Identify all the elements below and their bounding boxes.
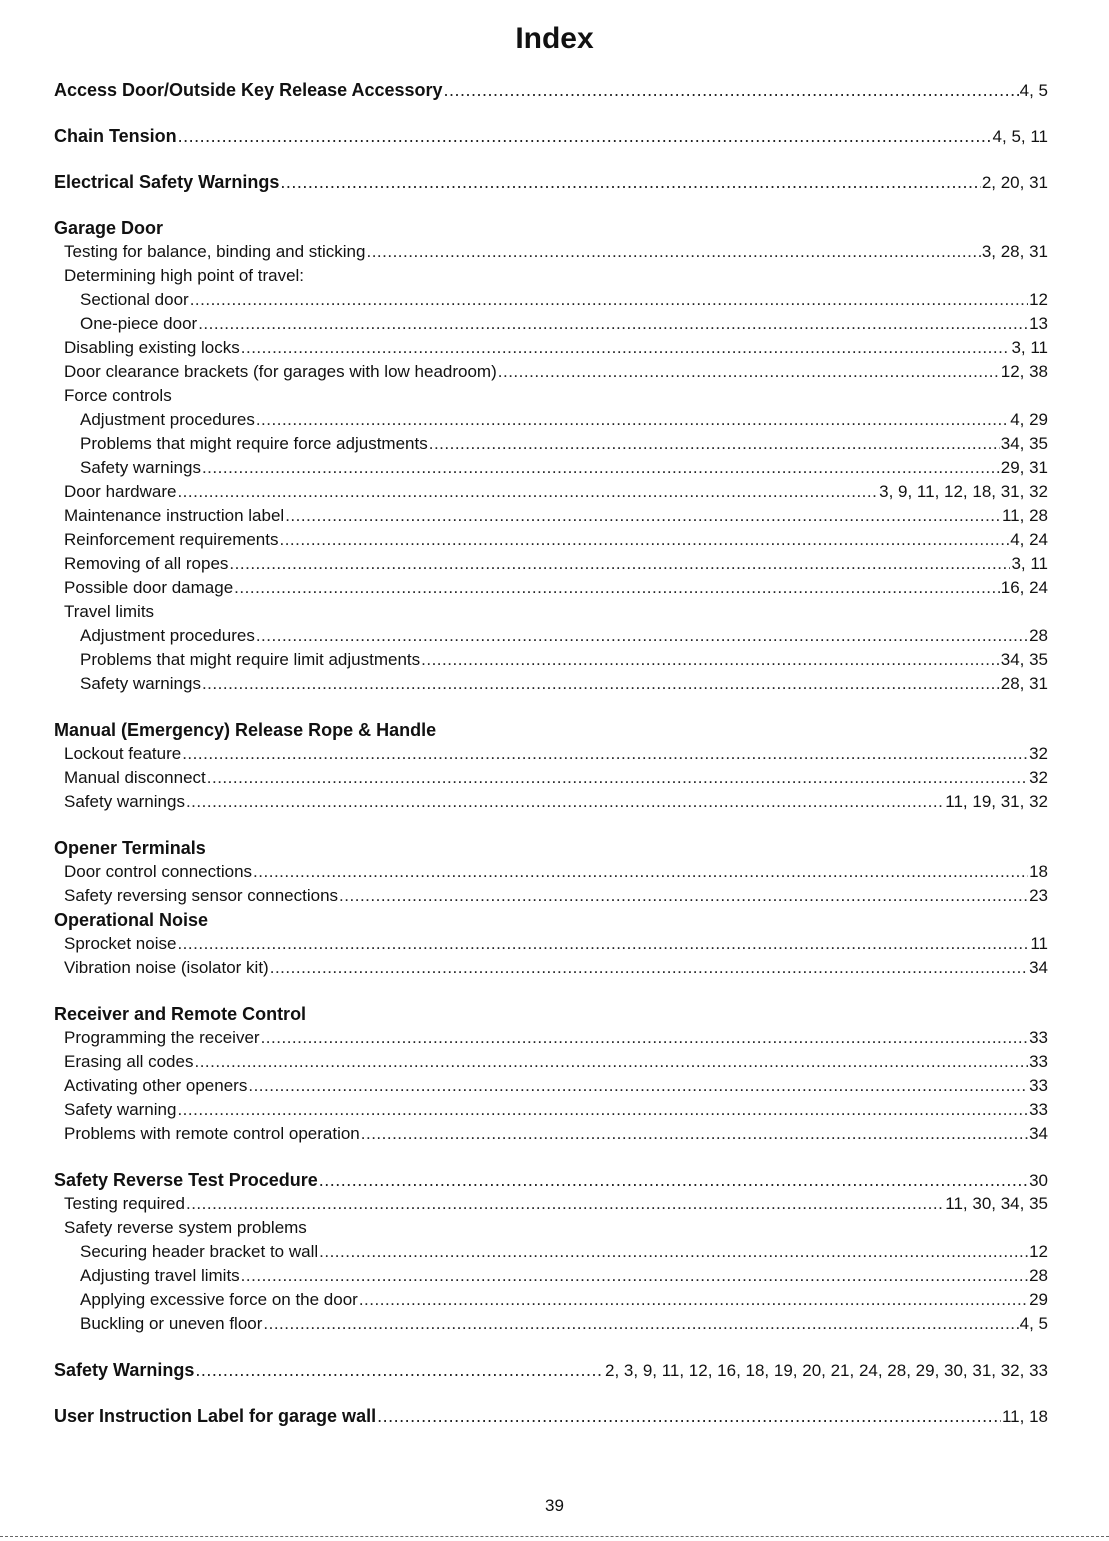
- dot-leader: [177, 1098, 1028, 1122]
- dot-leader: [498, 360, 1000, 384]
- index-entry: [54, 336, 1048, 360]
- entry-label: Problems that might require limit adjustments: [80, 650, 421, 669]
- index-entry: [54, 384, 1048, 408]
- entry-pages: 12: [1029, 1242, 1048, 1261]
- index-heading: [54, 836, 1048, 860]
- entry-label: Determining high point of travel:: [64, 266, 305, 285]
- entry-pages: 11, 18: [1001, 1407, 1048, 1426]
- bottom-rule: [0, 1536, 1109, 1537]
- entry-pages: 34, 35: [1000, 434, 1048, 453]
- dot-leader: [319, 1168, 1028, 1192]
- entry-label: Access Door/Outside Key Release Accessory: [54, 80, 443, 100]
- entry-pages: 33: [1029, 1100, 1048, 1119]
- entry-pages: 4, 5, 11: [992, 127, 1048, 146]
- entry-pages: 4, 24: [1010, 530, 1048, 549]
- entry-label: Manual disconnect: [64, 768, 206, 787]
- index-heading: [54, 170, 1048, 194]
- index-entry: [54, 1312, 1048, 1336]
- index-entry: [54, 408, 1048, 432]
- entry-label: Manual (Emergency) Release Rope & Handle: [54, 720, 437, 740]
- index-entry: [54, 552, 1048, 576]
- index-entry: [54, 1288, 1048, 1312]
- entry-label: Door control connections: [64, 862, 253, 881]
- index-heading: [54, 1404, 1048, 1428]
- dot-leader: [207, 766, 1028, 790]
- dot-leader: [186, 790, 944, 814]
- index-heading: [54, 1358, 1048, 1382]
- index-heading: [54, 216, 1048, 240]
- index-entry: [54, 1074, 1048, 1098]
- index-heading: [54, 1002, 1048, 1026]
- entry-label: Safety Warnings: [54, 1360, 195, 1380]
- dot-leader: [256, 408, 1009, 432]
- entry-label: Lockout feature: [64, 744, 182, 763]
- index-entry: [54, 240, 1048, 264]
- dot-leader: [253, 860, 1028, 884]
- dot-leader: [359, 1288, 1028, 1312]
- page-title: Index: [515, 22, 594, 55]
- entry-label: Activating other openers: [64, 1076, 248, 1095]
- dot-leader: [280, 170, 980, 194]
- dot-leader: [234, 576, 1000, 600]
- entry-pages: 3, 11: [1011, 554, 1048, 573]
- entry-pages: 29, 31: [1000, 458, 1048, 477]
- entry-label: Disabling existing locks: [64, 338, 240, 357]
- index-entry: [54, 766, 1048, 790]
- entry-pages: 12, 38: [1000, 362, 1048, 381]
- index-entry: [54, 648, 1048, 672]
- entry-pages: 2, 20, 31: [981, 173, 1048, 192]
- entry-label: Receiver and Remote Control: [54, 1004, 307, 1024]
- dot-leader: [279, 528, 1009, 552]
- index-entry: [54, 1240, 1048, 1264]
- entry-pages: 11: [1030, 934, 1048, 953]
- entry-label: Garage Door: [54, 218, 164, 238]
- entry-pages: 32: [1029, 744, 1048, 763]
- index-entry: [54, 264, 1048, 288]
- entry-pages: 3, 28, 31: [981, 242, 1048, 261]
- index-entry: [54, 312, 1048, 336]
- entry-label: Operational Noise: [54, 910, 209, 930]
- index-entry: [54, 884, 1048, 908]
- entry-label: Safety reversing sensor connections: [64, 886, 339, 905]
- entry-label: Problems with remote control operation: [64, 1124, 360, 1143]
- entry-label: Chain Tension: [54, 126, 177, 146]
- entry-label: Maintenance instruction label: [64, 506, 285, 525]
- index-entry: [54, 504, 1048, 528]
- entry-label: Force controls: [64, 386, 172, 405]
- entry-pages: 18: [1029, 862, 1048, 881]
- entry-pages: 12: [1029, 290, 1048, 309]
- index-entry: [54, 1264, 1048, 1288]
- entry-label: Erasing all codes: [64, 1052, 194, 1071]
- entry-label: Travel limits: [64, 602, 155, 621]
- index-entry: [54, 956, 1048, 980]
- index-entry: [54, 456, 1048, 480]
- dot-leader: [377, 1404, 1001, 1428]
- entry-label: Sprocket noise: [64, 934, 177, 953]
- index-entry: [54, 790, 1048, 814]
- entry-label: Programming the receiver: [64, 1028, 260, 1047]
- entry-pages: 3, 11: [1011, 338, 1048, 357]
- index-entry: [54, 1216, 1048, 1240]
- index-entries: [54, 78, 1048, 1428]
- entry-label: Testing for balance, binding and sticking: [64, 242, 366, 261]
- dot-leader: [202, 456, 1000, 480]
- index-heading: [54, 124, 1048, 148]
- dot-leader: [421, 648, 1000, 672]
- index-entry: [54, 1192, 1048, 1216]
- dot-leader: [270, 956, 1028, 980]
- entry-label: Door clearance brackets (for garages with low headroom): [64, 362, 497, 381]
- dot-leader: [248, 1074, 1028, 1098]
- entry-label: Reinforcement requirements: [64, 530, 279, 549]
- dot-leader: [241, 336, 1011, 360]
- entry-label: Safety warning: [64, 1100, 177, 1119]
- entry-pages: 34: [1029, 1124, 1048, 1143]
- dot-leader: [366, 240, 980, 264]
- dot-leader: [194, 1050, 1028, 1074]
- index-entry: [54, 288, 1048, 312]
- index-entry: [54, 1098, 1048, 1122]
- entry-pages: 23: [1029, 886, 1048, 905]
- index-entry: [54, 1026, 1048, 1050]
- index-entry: [54, 1050, 1048, 1074]
- entry-label: Electrical Safety Warnings: [54, 172, 280, 192]
- dot-leader: [229, 552, 1010, 576]
- index-entry: [54, 860, 1048, 884]
- entry-label: Safety warnings: [80, 458, 201, 477]
- entry-pages: 13: [1029, 314, 1048, 333]
- dot-leader: [178, 124, 992, 148]
- dot-leader: [263, 1312, 1018, 1336]
- dot-leader: [177, 480, 878, 504]
- entry-label: Adjustment procedures: [80, 626, 255, 645]
- dot-leader: [339, 884, 1028, 908]
- entry-pages: 32: [1029, 768, 1048, 787]
- entry-label: Safety Reverse Test Procedure: [54, 1170, 318, 1190]
- entry-label: Applying excessive force on the door: [80, 1290, 358, 1309]
- dot-leader: [256, 624, 1028, 648]
- dot-leader: [198, 312, 1028, 336]
- entry-label: Safety reverse system problems: [64, 1218, 307, 1237]
- entry-pages: 2, 3, 9, 11, 12, 16, 18, 19, 20, 21, 24, 28, 29, 30, 31, 32, 33: [605, 1361, 1048, 1380]
- entry-pages: 3, 9, 11, 12, 18, 31, 32: [879, 482, 1048, 501]
- index-entry: [54, 932, 1048, 956]
- index-entry: [54, 672, 1048, 696]
- entry-label: Door hardware: [64, 482, 177, 501]
- dot-leader: [195, 1358, 604, 1382]
- entry-label: Removing of all ropes: [64, 554, 229, 573]
- dot-leader: [285, 504, 1001, 528]
- entry-pages: 28: [1029, 626, 1048, 645]
- entry-pages: 4, 29: [1010, 410, 1048, 429]
- index-heading: [54, 718, 1048, 742]
- dot-leader: [190, 288, 1028, 312]
- index-entry: [54, 1122, 1048, 1146]
- dot-leader: [444, 78, 1019, 102]
- dot-leader: [261, 1026, 1029, 1050]
- entry-pages: 11, 19, 31, 32: [945, 792, 1048, 811]
- dot-leader: [182, 742, 1028, 766]
- index-entry: [54, 480, 1048, 504]
- entry-label: Problems that might require force adjustments: [80, 434, 428, 453]
- dot-leader: [177, 932, 1029, 956]
- dot-leader: [361, 1122, 1028, 1146]
- entry-pages: 33: [1029, 1052, 1048, 1071]
- index-entry: [54, 432, 1048, 456]
- dot-leader: [202, 672, 1000, 696]
- dot-leader: [186, 1192, 944, 1216]
- dot-leader: [429, 432, 1000, 456]
- entry-pages: 34: [1029, 958, 1048, 977]
- index-entry: [54, 576, 1048, 600]
- entry-label: Buckling or uneven floor: [80, 1314, 263, 1333]
- entry-pages: 4, 5: [1019, 1314, 1048, 1333]
- entry-pages: 4, 5: [1019, 81, 1048, 100]
- entry-pages: 11, 30, 34, 35: [945, 1194, 1048, 1213]
- index-entry: [54, 528, 1048, 552]
- entry-label: Opener Terminals: [54, 838, 206, 858]
- entry-label: Safety warnings: [80, 674, 201, 693]
- entry-label: Sectional door: [80, 290, 189, 309]
- dot-leader: [319, 1240, 1028, 1264]
- index-heading: [54, 908, 1048, 932]
- index-heading: [54, 78, 1048, 102]
- index-entry: [54, 600, 1048, 624]
- entry-label: Adjusting travel limits: [80, 1266, 240, 1285]
- page-number: 39: [545, 1496, 564, 1515]
- entry-pages: 28, 31: [1000, 674, 1048, 693]
- index-entry: [54, 360, 1048, 384]
- entry-label: Adjustment procedures: [80, 410, 255, 429]
- entry-label: Safety warnings: [64, 792, 185, 811]
- entry-label: Testing required: [64, 1194, 185, 1213]
- entry-label: User Instruction Label for garage wall: [54, 1406, 377, 1426]
- dot-leader: [241, 1264, 1028, 1288]
- entry-pages: 30: [1029, 1171, 1048, 1190]
- entry-label: Possible door damage: [64, 578, 234, 597]
- entry-pages: 11, 28: [1001, 506, 1048, 525]
- entry-pages: 29: [1029, 1290, 1048, 1309]
- entry-label: Securing header bracket to wall: [80, 1242, 319, 1261]
- index-entry: [54, 742, 1048, 766]
- entry-label: Vibration noise (isolator kit): [64, 958, 269, 977]
- entry-pages: 33: [1029, 1076, 1048, 1095]
- entry-pages: 16, 24: [1000, 578, 1048, 597]
- index-heading: [54, 1168, 1048, 1192]
- entry-pages: 34, 35: [1000, 650, 1048, 669]
- entry-label: One-piece door: [80, 314, 198, 333]
- entry-pages: 28: [1029, 1266, 1048, 1285]
- index-entry: [54, 624, 1048, 648]
- entry-pages: 33: [1029, 1028, 1048, 1047]
